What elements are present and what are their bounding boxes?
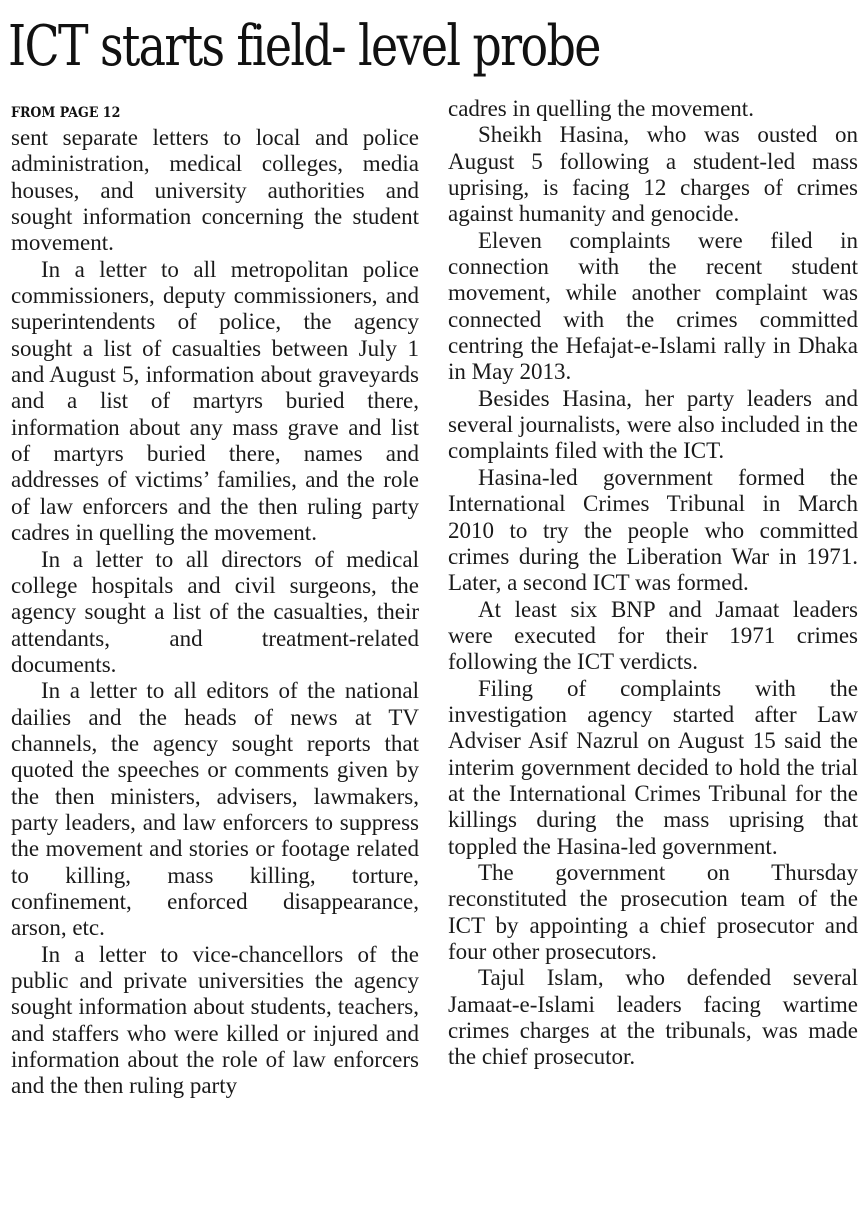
continuation-kicker: FROM PAGE 12	[11, 105, 121, 121]
paragraph: sent separate letters to local and police administration, medical colleges, media houses, and university authorities and sought information concerning the student movement.	[11, 125, 419, 256]
paragraph: In a letter to all metropolitan police commissioners, deputy commissioners, and superintendents of police, the agency sought a list of casualties between July 1 and August 5, information about graveyards and a list of martyrs buried there, information about any mass grave and list of martyrs buried there, names and addresses of victims’ families, and the role of law enforcers and the then ruling party cadres in quelling the movement.	[11, 256, 419, 546]
paragraph: cadres in quelling the movement.	[448, 96, 754, 121]
paragraph: Tajul Islam, who defended several Jamaat-e-Islami leaders facing wartime crimes charges at the tribunals, was made the chief prosecutor.	[448, 965, 858, 1070]
paragraph: In a letter to all editors of the national dailies and the heads of news at TV channels, the agency sought reports that quoted the speeches or comments given by the then ministers, advisers, lawmakers, party leaders, and law enforcers to suppress the movement and stories or footage related to killing, mass killing, torture, confinement, enforced disappearance, arson, etc.	[11, 678, 419, 941]
paragraph: The government on Thursday reconstituted the prosecution team of the ICT by appointing a chief prosecutor and four other prosecutors.	[448, 859, 858, 964]
paragraph: Eleven complaints were filed in connection with the recent student movement, while another complaint was connected with the crimes committed centring the Hefajat-e-Islami rally in Dhaka in May 2013.	[448, 227, 858, 385]
paragraph: Besides Hasina, her party leaders and several journalists, were also included in the complaints filed with the ICT.	[448, 385, 858, 464]
paragraph: In a letter to all directors of medical college hospitals and civil surgeons, the agency sought a list of the casualties, their attendants, and treatment-related documents.	[11, 546, 419, 677]
paragraph: Filing of complaints with the investigation agency started after Law Adviser Asif Nazrul on August 15 said the interim government decided to hold the trial at the International Crimes Tribunal for the killings during the mass uprising that toppled the Hasina-led government.	[448, 675, 858, 859]
paragraph: At least six BNP and Jamaat leaders were executed for their 1971 crimes following the ICT verdicts.	[448, 596, 858, 675]
headline: ICT starts field- level probe	[8, 14, 600, 79]
article-column-right	[448, 96, 858, 1071]
paragraph: In a letter to vice-chancellors of the public and private universities the agency sought information about students, teachers, and staffers who were killed or injured and information about the role of law enforcers and the then ruling party	[11, 941, 419, 1099]
article-column-left	[11, 125, 419, 1100]
paragraph: Sheikh Hasina, who was ousted on August 5 following a student-led mass uprising, is facing 12 charges of crimes against humanity and genocide.	[448, 122, 858, 227]
paragraph: Hasina-led government formed the International Crimes Tribunal in March 2010 to try the people who committed crimes during the Liberation War in 1971. Later, a second ICT was formed.	[448, 464, 858, 596]
